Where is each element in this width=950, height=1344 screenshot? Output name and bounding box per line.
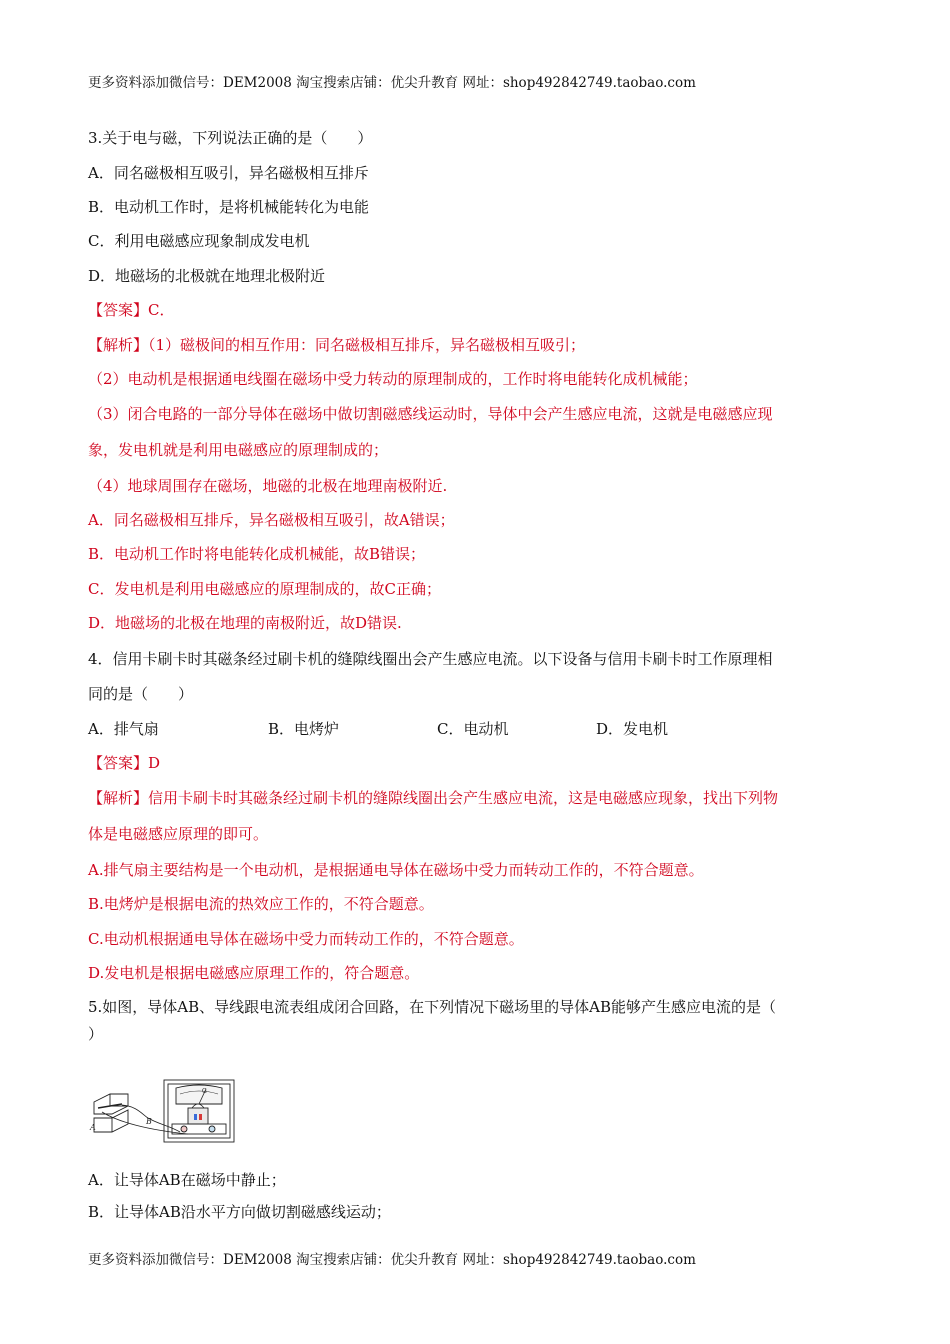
q5-stem-line2: ） [88,1025,104,1043]
q5-stem-line1: 5.如图，导体AB、导线跟电流表组成闭合回路，在下列情况下磁场里的导体AB能够产生感应电流的是（ [88,998,777,1016]
q4-option-d: D．发电机 [596,720,669,738]
q3-option-a: A．同名磁极相互吸引，异名磁极相互排斥 [88,164,369,182]
label-b: B [146,1117,152,1126]
q3-option-b: B．电动机工作时，是将机械能转化为电能 [88,198,370,216]
label-a: A [90,1123,96,1132]
q3-analysis-1: 【解析】（1）磁极间的相互作用：同名磁极相互排斥，异名磁极相互吸引； [88,336,586,354]
q3-analysis-8: C．发电机是利用电磁感应的原理制成的，故C正确； [88,580,441,598]
q3-stem: 3.关于电与磁，下列说法正确的是（ ） [88,129,373,147]
q5-option-a: A．让导体AB在磁场中静止； [88,1171,286,1189]
q4-option-c: C．电动机 [437,720,509,738]
q3-analysis-2: （2）电动机是根据通电线圈在磁场中受力转动的原理制成的，工作时将电能转化成机械能； [88,370,698,388]
q4-analysis-6: D.发电机是根据电磁感应原理工作的，符合题意。 [88,964,420,982]
page-header: 更多资料添加微信号：DEM2008 淘宝搜索店铺：优尖升教育 网址：shop492842749.taobao.com [88,75,696,91]
q4-option-a: A．排气扇 [88,720,159,738]
q4-analysis-3: A.排气扇主要结构是一个电动机，是根据通电导体在磁场中受力而转动工作的，不符合题意。 [88,861,704,879]
q4-analysis-1: 【解析】信用卡刷卡时其磁条经过刷卡机的缝隙线圈出会产生感应电流，这是电磁感应现象，找出下列物 [88,789,779,807]
q3-analysis-6: A．同名磁极相互排斥，异名磁极相互吸引，故A错误； [88,511,455,529]
q4-analysis-5: C.电动机根据通电导体在磁场中受力而转动工作的，不符合题意。 [88,930,524,948]
galvanometer-circuit-figure [88,1078,238,1144]
q5-option-b: B．让导体AB沿水平方向做切割磁感线运动； [88,1203,391,1221]
magnet [94,1094,128,1132]
q3-analysis-9: D．地磁场的北极在地理的南极附近，故D错误. [88,614,402,632]
q3-option-d: D．地磁场的北极就在地理北极附近 [88,267,326,285]
label-g: G [202,1088,207,1095]
q3-option-c: C．利用电磁感应现象制成发电机 [88,232,310,250]
q3-analysis-4: 象，发电机就是利用电磁感应的原理制成的； [88,441,389,459]
q3-analysis-5: （4）地球周围存在磁场，地磁的北极在地理南极附近. [88,477,448,495]
page-footer: 更多资料添加微信号：DEM2008 淘宝搜索店铺：优尖升教育 网址：shop492842749.taobao.com [88,1252,696,1268]
q3-analysis-3: （3）闭合电路的一部分导体在磁场中做切割磁感线运动时，导体中会产生感应电流，这就是电磁感应现 [88,405,773,423]
q4-answer: 【答案】D [88,754,161,772]
q3-answer: 【答案】C． [88,301,175,319]
q4-stem-line2: 同的是（ ） [88,685,194,703]
q3-analysis-7: B．电动机工作时将电能转化成机械能，故B错误； [88,545,426,563]
q4-analysis-2: 体是电磁感应原理的即可。 [88,825,269,843]
q4-stem-line1: 4．信用卡刷卡时其磁条经过刷卡机的缝隙线圈出会产生感应电流。以下设备与信用卡刷卡时工作原理相 [88,650,773,668]
q4-option-b: B．电烤炉 [268,720,340,738]
q4-analysis-4: B.电烤炉是根据电流的热效应工作的，不符合题意。 [88,895,434,913]
